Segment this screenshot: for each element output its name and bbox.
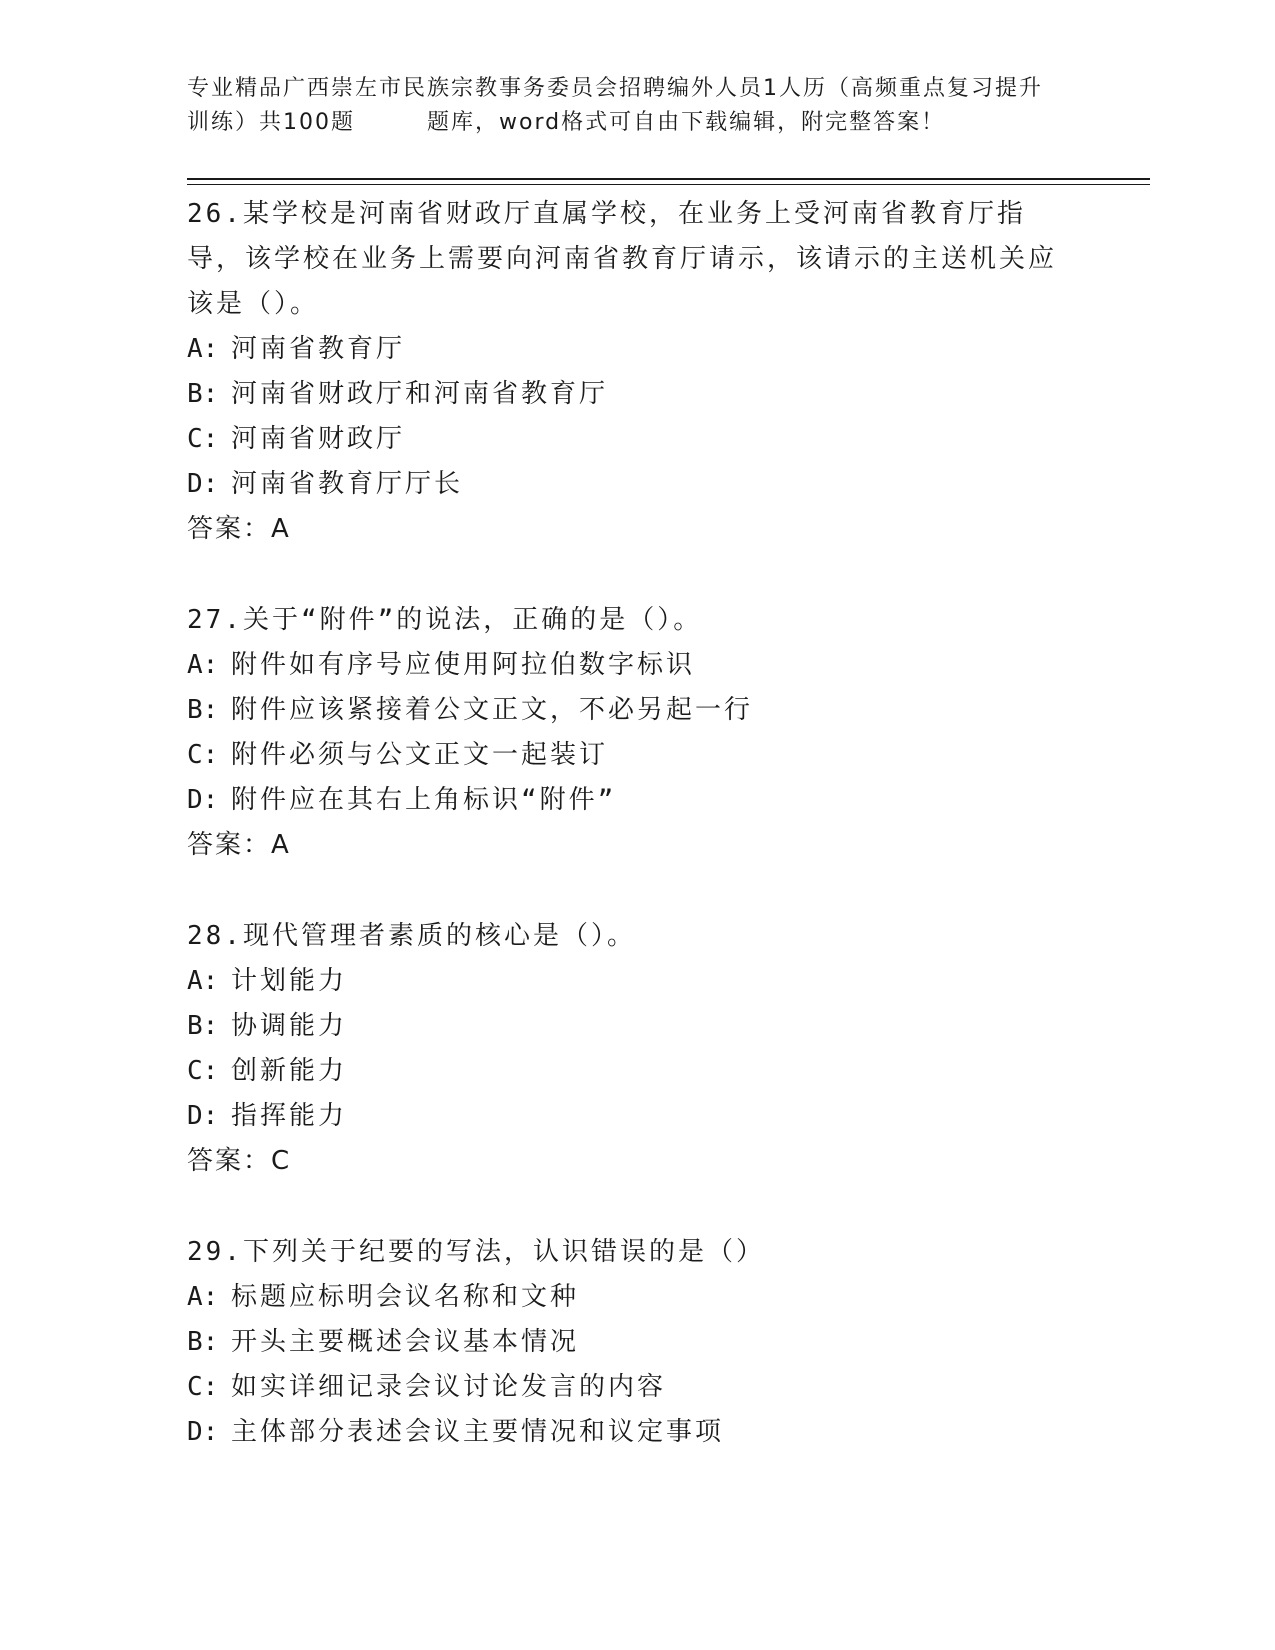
question-stem: 28.现代管理者素质的核心是（）。 (187, 921, 636, 951)
header-line-2-start: 训练）共100题 (187, 110, 355, 135)
option-letter: B: (187, 379, 219, 409)
option-d (187, 778, 1067, 823)
option-letter: D: (187, 1101, 219, 1131)
option-b (187, 688, 1067, 733)
option-c (187, 733, 1067, 778)
option-text: 附件应在其右上角标识“附件” (231, 785, 617, 815)
question-28 (187, 914, 1067, 1184)
option-letter: A: (187, 334, 219, 364)
option-d (187, 1094, 1067, 1139)
option-c (187, 1365, 1067, 1410)
option-b (187, 372, 1067, 417)
option-text: 指挥能力 (231, 1101, 348, 1131)
question-26 (187, 192, 1067, 552)
question-stem: 26.某学校是河南省财政厅直属学校，在业务上受河南省教育厅指导，该学校在业务上需要向河南省教育厅请示，该请示的主送机关应该是（）。 (187, 199, 1058, 319)
option-text: 如实详细记录会议讨论发言的内容 (231, 1372, 667, 1402)
header-line-1: 专业精品广西崇左市民族宗教事务委员会招聘编外人员1人历（高频重点复习提升 (187, 76, 1043, 101)
option-text: 主体部分表述会议主要情况和议定事项 (231, 1417, 725, 1447)
option-letter: B: (187, 1327, 219, 1357)
option-text: 河南省财政厅 (231, 424, 406, 454)
option-c (187, 1049, 1067, 1094)
document-header (187, 72, 1087, 140)
option-letter: D: (187, 785, 219, 815)
question-stem: 27.关于“附件”的说法，正确的是（）。 (187, 605, 703, 635)
option-text: 河南省财政厅和河南省教育厅 (231, 379, 609, 409)
option-a (187, 327, 1067, 372)
option-letter: C: (187, 1372, 219, 1402)
option-letter: A: (187, 966, 219, 996)
header-rule-thick (187, 178, 1150, 180)
option-letter: D: (187, 1417, 219, 1447)
option-c (187, 417, 1067, 462)
option-letter: B: (187, 695, 219, 725)
option-a (187, 959, 1067, 1004)
question-list (187, 192, 1067, 1501)
option-a (187, 643, 1067, 688)
option-letter: A: (187, 1282, 219, 1312)
option-letter: C: (187, 740, 219, 770)
question-stem: 29.下列关于纪要的写法，认识错误的是（） (187, 1237, 765, 1267)
option-letter: D: (187, 469, 219, 499)
answer-line: 答案：C (187, 1146, 292, 1176)
option-b (187, 1004, 1067, 1049)
option-text: 开头主要概述会议基本情况 (231, 1327, 580, 1357)
option-text: 协调能力 (231, 1011, 348, 1041)
option-text: 标题应标明会议名称和文种 (231, 1282, 580, 1312)
question-27 (187, 598, 1067, 868)
option-letter: B: (187, 1011, 219, 1041)
answer-line: 答案：A (187, 514, 291, 544)
option-a (187, 1275, 1067, 1320)
option-text: 计划能力 (231, 966, 348, 996)
question-29 (187, 1230, 1067, 1455)
option-text: 附件应该紧接着公文正文，不必另起一行 (231, 695, 754, 725)
option-text: 创新能力 (231, 1056, 348, 1086)
option-letter: C: (187, 1056, 219, 1086)
header-rule-thin (187, 184, 1150, 185)
option-text: 河南省教育厅厅长 (231, 469, 464, 499)
header-line-2 (187, 106, 1087, 140)
option-text: 河南省教育厅 (231, 334, 406, 364)
option-d (187, 462, 1067, 507)
option-letter: A: (187, 650, 219, 680)
option-text: 附件必须与公文正文一起装订 (231, 740, 609, 770)
option-letter: C: (187, 424, 219, 454)
header-line-2-end: 题库，word格式可自由下载编辑，附完整答案！ (427, 110, 946, 135)
option-text: 附件如有序号应使用阿拉伯数字标识 (231, 650, 696, 680)
answer-line: 答案：A (187, 830, 291, 860)
option-d (187, 1410, 1067, 1455)
option-b (187, 1320, 1067, 1365)
